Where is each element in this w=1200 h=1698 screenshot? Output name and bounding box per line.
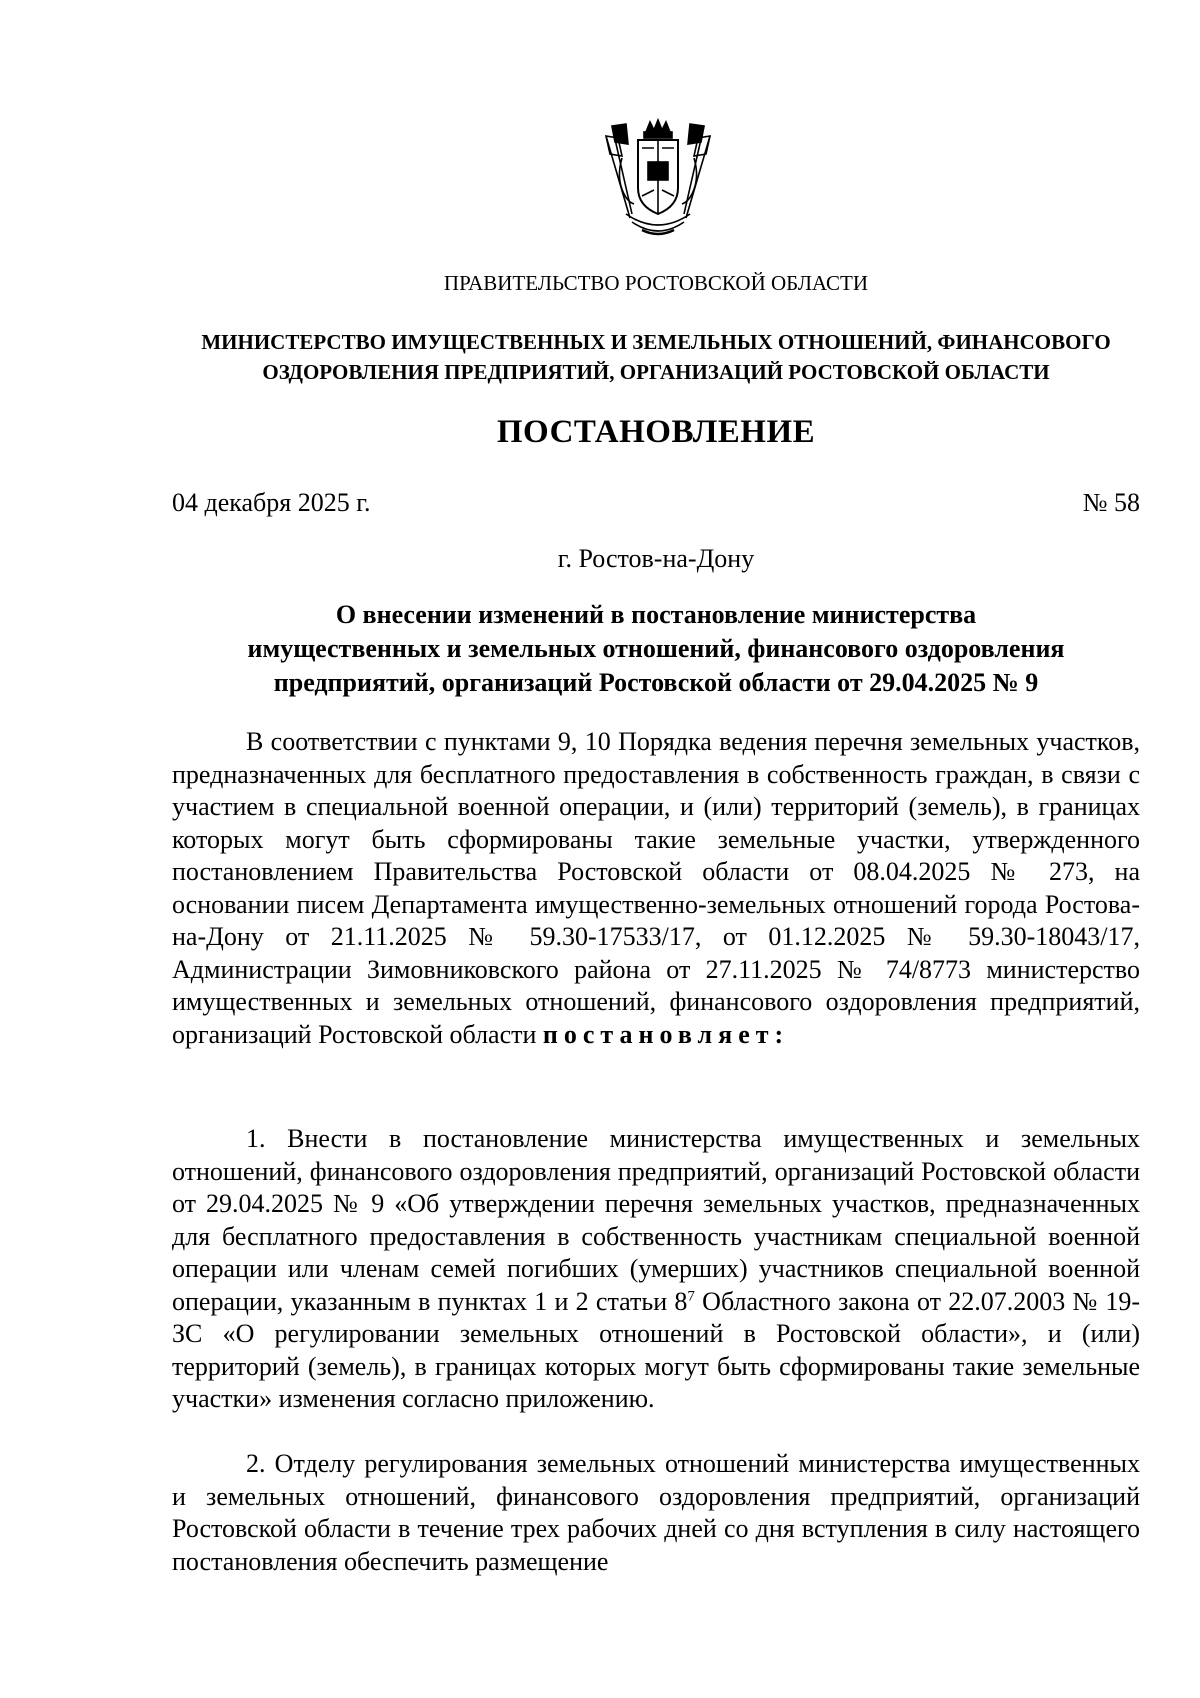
item-1-text-end: Областного закона от 22.07.2003 № 19-ЗС «О регулировании земельных отношений в Ростовской области», и (или) территорий (земель), в границах которых могут быть сформированы такие земельные участки» изменения согласно приложению. xyxy=(172,1286,1141,1413)
decree-word: постановляет: xyxy=(542,1019,790,1049)
subject-line-2: имущественных и земельных отношений, финансового оздоровления xyxy=(247,634,1065,663)
item-1-superscript: 7 xyxy=(687,1287,695,1304)
ministry-name xyxy=(172,327,1140,387)
subject-line-1: О внесении изменений в постановление министерства xyxy=(335,600,977,629)
item-2-text: 2. Отделу регулирования земельных отношений министерства имущественных и земельных отношений, финансового оздоровления предприятий, организаций Ростовской области в течение трех рабочих дней со дня вступления в силу настоящего постановления обеспечить размещение xyxy=(172,1449,1140,1576)
document-subject xyxy=(172,598,1140,700)
subject-line-3: предприятий, организаций Ростовской области от 29.04.2025 № 9 xyxy=(273,668,1039,697)
item-1-paragraph xyxy=(172,1123,1140,1416)
coat-of-arms-icon xyxy=(602,118,714,242)
ministry-name-line-1: МИНИСТЕРСТВО ИМУЩЕСТВЕННЫХ И ЗЕМЕЛЬНЫХ ОТНОШЕНИЙ, ФИНАНСОВОГО xyxy=(201,330,1111,354)
document-date: 04 декабря 2025 г. xyxy=(172,488,371,517)
item-2-paragraph xyxy=(172,1448,1140,1578)
document-city: г. Ростов-на-Дону xyxy=(557,544,755,573)
ministry-name-line-2: ОЗДОРОВЛЕНИЯ ПРЕДПРИЯТИЙ, ОРГАНИЗАЦИЙ РОСТОВСКОЙ ОБЛАСТИ xyxy=(262,360,1050,384)
item-1-text-start: 1. Внести в постановление министерства имущественных и земельных отношений, финансового оздоровления предприятий, организаций Ростовской области от 29.04.2025 № 9 «Об утверждении перечня земельных участков, предназначенных для бесплатного предоставления в собственность участникам специальной военной операции или членам семей погибших (умерших) участников специальной военной операции, указанным в пунктах 1 и 2 статьи 8 xyxy=(172,1124,1140,1316)
preamble-text: В соответствии с пунктами 9, 10 Порядка ведения перечня земельных участков, предназначенных для бесплатного предоставления в собственность граждан, в связи с участием в специальной военной операции, и (или) территорий (земель), в границах которых могут быть сформированы такие земельные участки, утвержденного постановлением Правительства Ростовской области от 08.04.2025 № 273, на основании писем Департамента имущественно-земельных отношений города Ростова-на-Дону от 21.11.2025 № 59.30-17533/17, от 01.12.2025 № 59.30-18043/17, Администрации Зимовниковского района от 27.11.2025 № 74/8773 министерство имущественных и земельных отношений, финансового оздоровления предприятий, организаций Ростовской области xyxy=(172,727,1140,1049)
document-type-title: ПОСТАНОВЛЕНИЕ xyxy=(496,414,816,450)
document-number: № 58 xyxy=(1082,488,1140,517)
preamble-paragraph xyxy=(172,726,1140,1051)
government-name: ПРАВИТЕЛЬСТВО РОСТОВСКОЙ ОБЛАСТИ xyxy=(443,271,869,295)
